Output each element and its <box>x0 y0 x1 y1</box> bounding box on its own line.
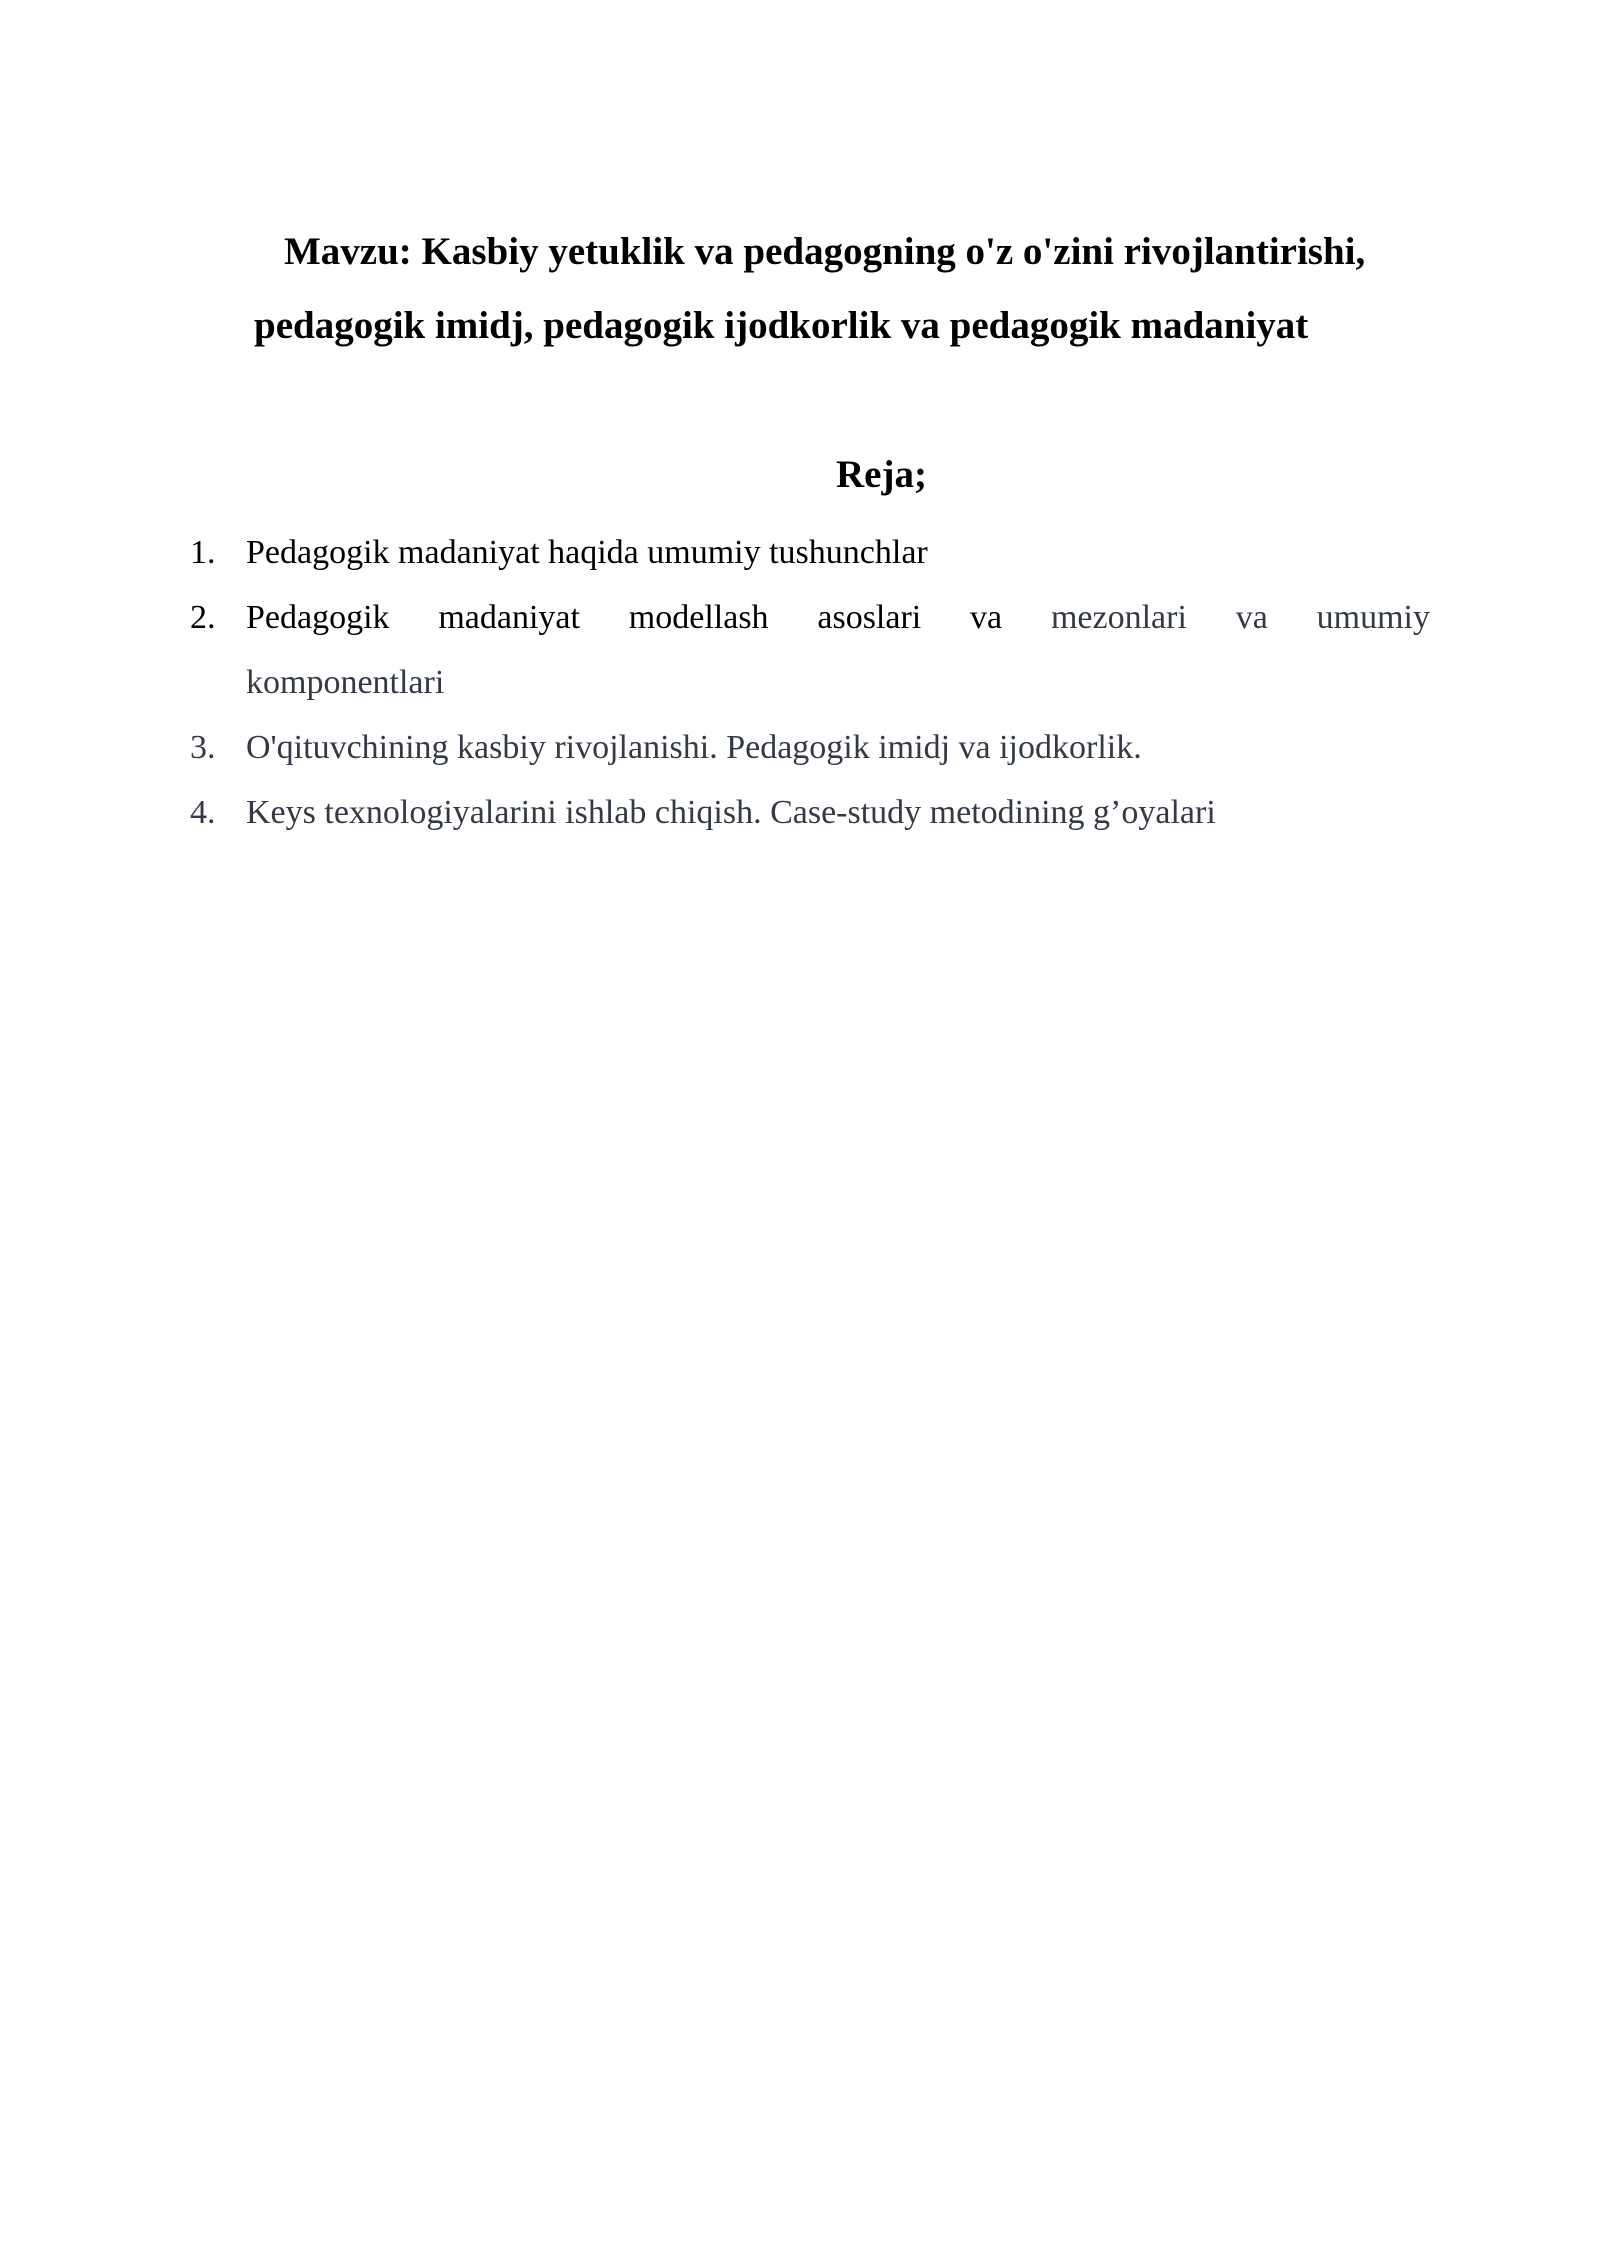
plan-item-number: 1. <box>190 534 216 571</box>
document-title-line-2: pedagogik imidj, pedagogik ijodkorlik va pedagogik madaniyat <box>254 304 1309 347</box>
plan-item-text <box>246 585 1430 650</box>
plan-item-4 <box>190 780 1430 845</box>
plan-item-text: O'qituvchining kasbiy rivojlanishi. Pedagogik imidj va ijodkorlik. <box>246 729 1142 766</box>
plan-item-2 <box>190 585 1430 650</box>
plan-list <box>190 520 1430 845</box>
plan-item-number: 2. <box>190 599 216 636</box>
plan-item-2-continuation: komponentlari <box>246 664 445 701</box>
plan-item-3 <box>190 715 1430 780</box>
plan-item-text-gray: mezonlari va umumiy <box>1050 599 1430 636</box>
plan-item-text: Pedagogik madaniyat haqida umumiy tushunchlar <box>246 534 928 571</box>
plan-item-1 <box>190 520 1430 585</box>
plan-heading: Reja; <box>836 453 927 496</box>
plan-item-text-black: Pedagogik madaniyat modellash asoslari va <box>246 599 1003 636</box>
document-title-line-1: Mavzu: Kasbiy yetuklik va pedagogning o'z o'zini rivojlantirishi, <box>284 230 1366 273</box>
plan-item-number: 4. <box>190 794 216 831</box>
plan-item-text: Keys texnologiyalarini ishlab chiqish. Case-study metodining g’oyalari <box>246 794 1216 831</box>
plan-item-number: 3. <box>190 729 216 766</box>
